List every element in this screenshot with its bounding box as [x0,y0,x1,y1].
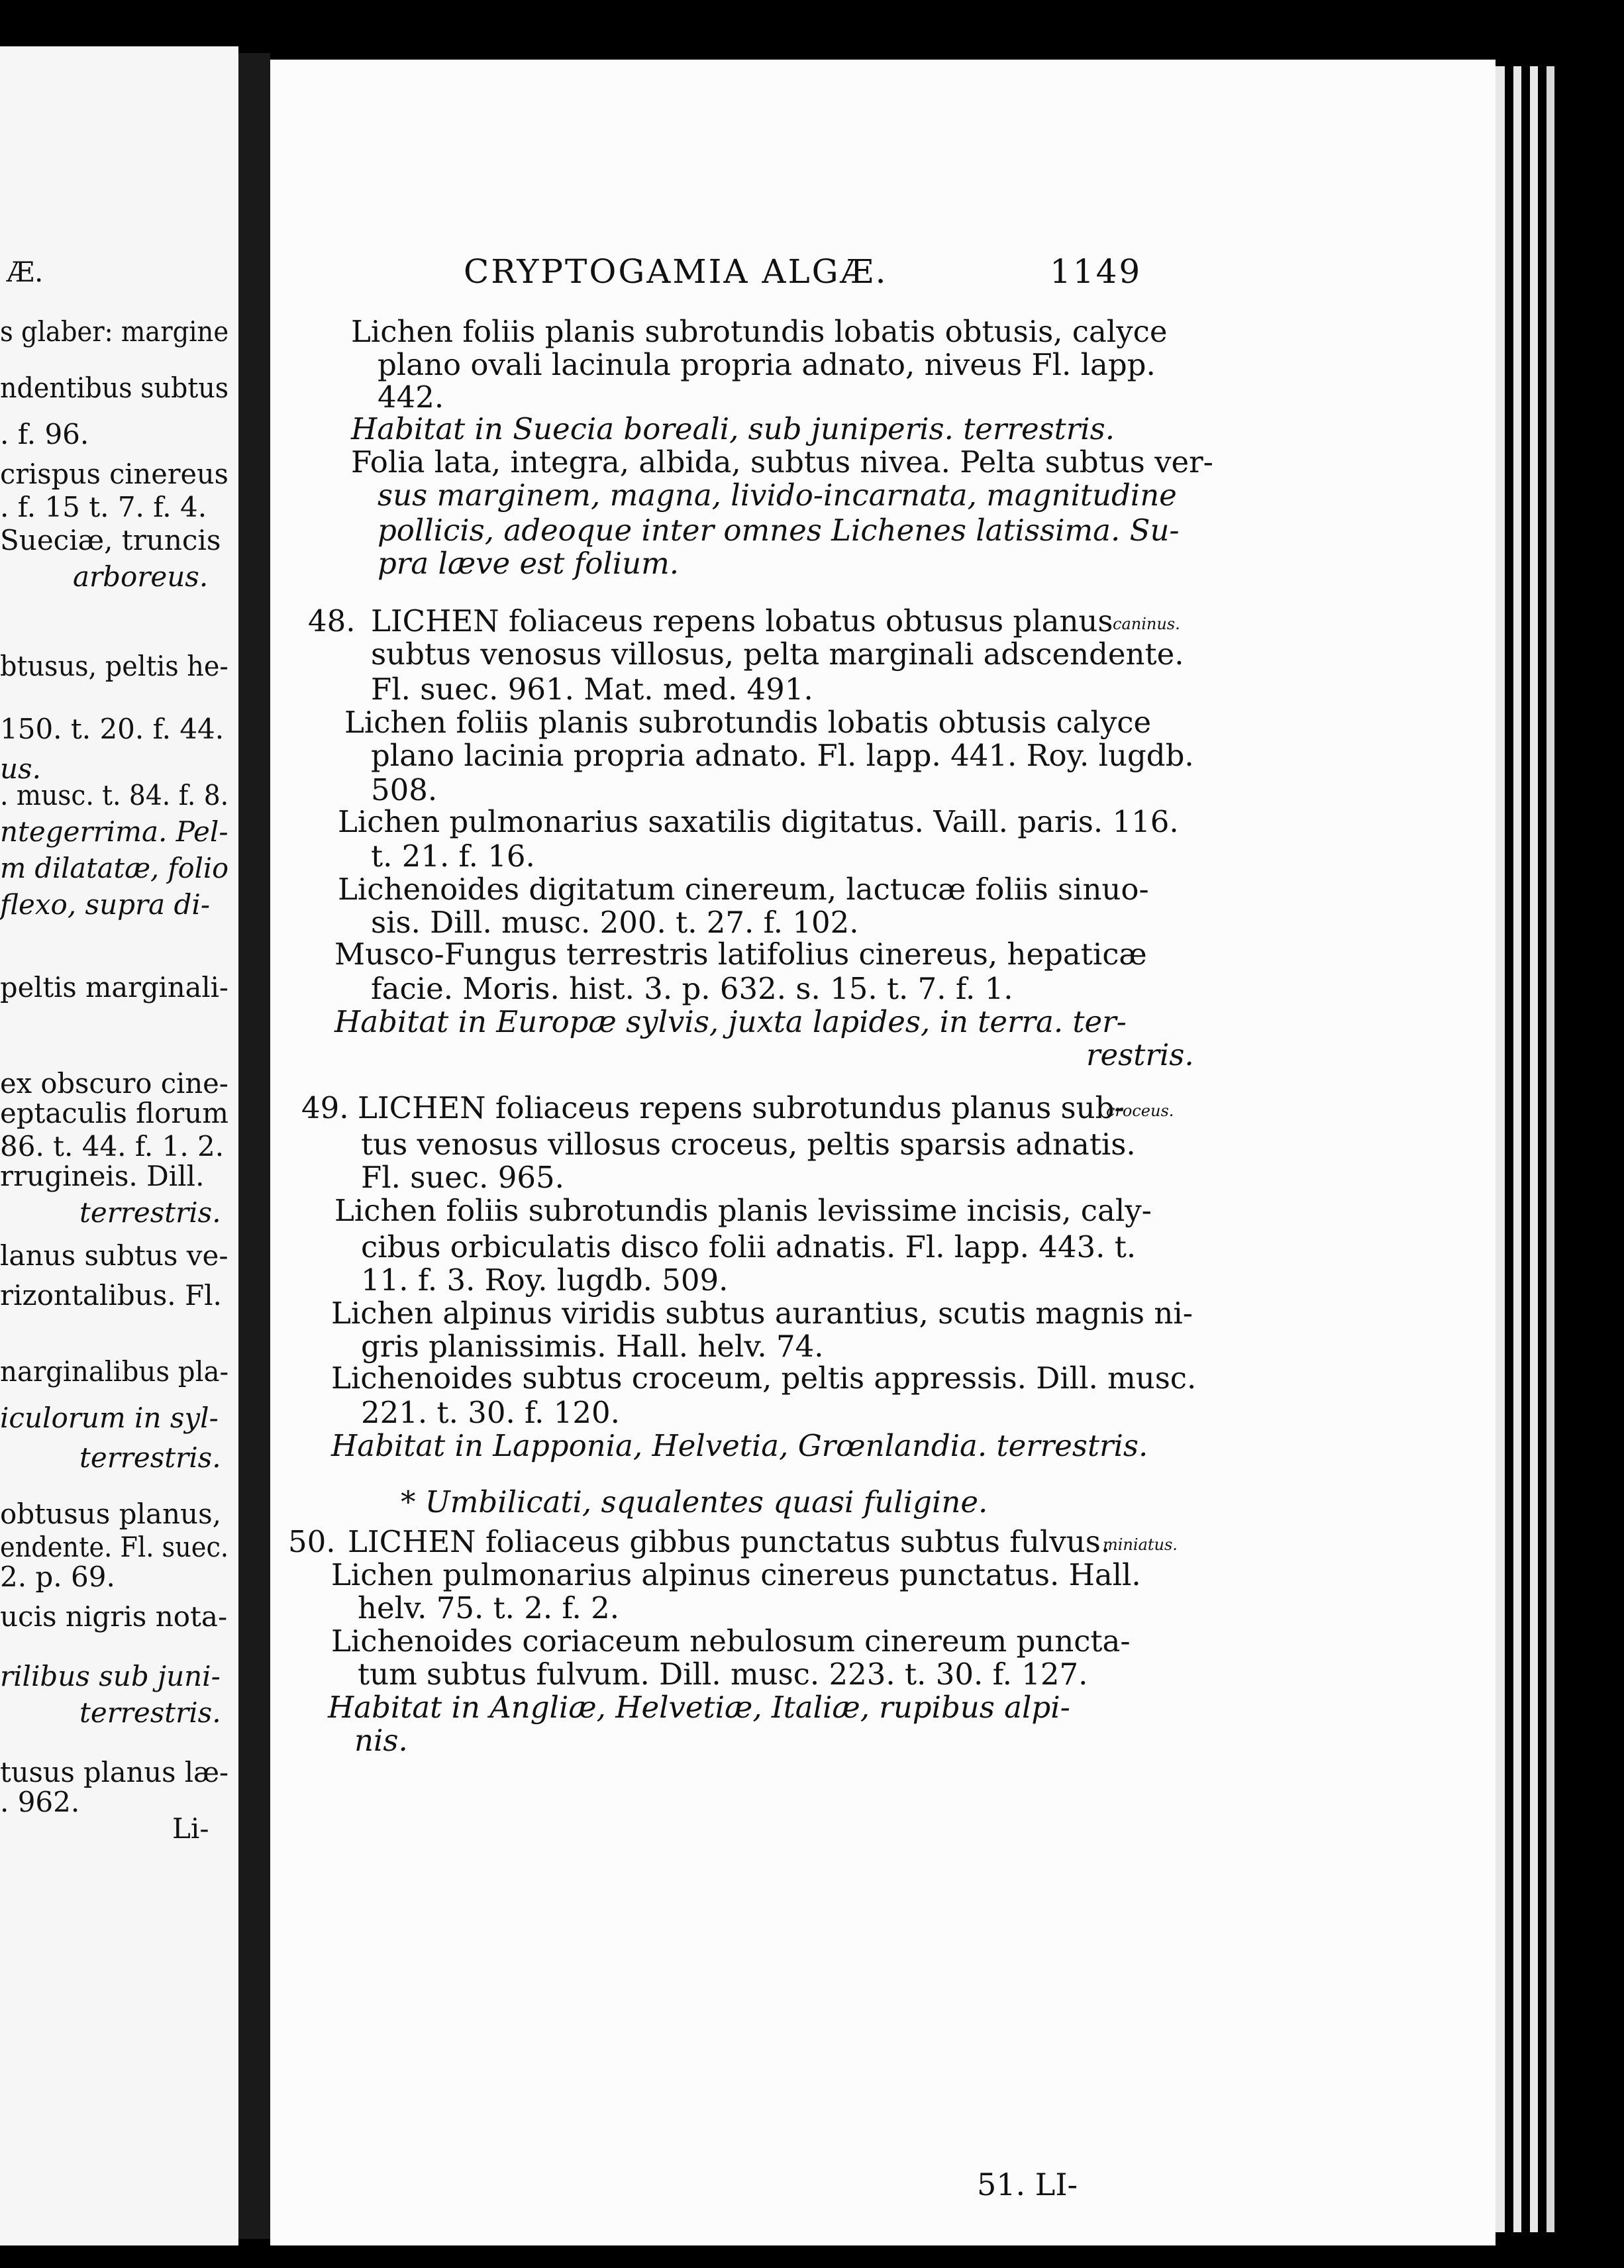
entry-line: Lichenoides subtus croceum, peltis appressis. Dill. musc. [331,1361,1197,1396]
section-subheading: * Umbilicati, squalentes quasi fuligine. [401,1484,988,1520]
entry-line: Habitat in Suecia boreali, sub juniperis. terrestris. [351,411,1115,446]
entry-line: Lichen foliis subrotundis planis levissime incisis, caly- [334,1193,1152,1228]
left-column-line: 86. t. 44. f. 1. 2. [0,1130,225,1162]
entry-line: subtus venosus villosus, pelta marginali adscendente. [371,637,1184,672]
left-column-line: peltis marginali- [0,971,228,1004]
page-edge [1530,66,1538,2232]
entry-line: LICHEN foliaceus gibbus punctatus subtus fulvus. [348,1524,1111,1559]
entry-line: Lichen pulmonarius saxatilis digitatus. Vaill. paris. 116. [338,804,1179,839]
entry-line: Lichen foliis planis subrotundis lobatis obtusis calyce [344,705,1152,740]
left-column-line: Li- [172,1812,209,1845]
entry-line: restris. [1086,1037,1194,1072]
entry-line: cibus orbiculatis disco folii adnatis. Fl. lapp. 443. t. [361,1229,1137,1264]
left-column-line: . 962. [0,1786,80,1818]
entry-line: Fl. suec. 965. [361,1160,564,1195]
left-column-line: Æ. [7,256,44,288]
entry-line: facie. Moris. hist. 3. p. 632. s. 15. t. 7. f. 1. [371,971,1013,1006]
left-column-line: obtusus planus, [0,1498,221,1530]
page-edge [1513,66,1521,2232]
left-column-line: m dilatatæ, folio [0,852,229,884]
entry-line: pra læve est folium. [378,546,680,581]
entry-number: 48. [308,603,356,639]
left-column-line: rizontalibus. Fl. [0,1279,222,1312]
entry-line: Fl. suec. 961. Mat. med. 491. [371,672,813,707]
left-column-line: . f. 96. [0,418,89,450]
entry-line: 508. [371,772,438,807]
left-column-line: Sueciæ, truncis [0,524,221,556]
left-column-line: us. [0,752,41,785]
left-column-line: ntegerrima. Pel- [0,815,228,848]
page-edge [1496,66,1505,2232]
left-column-line: arboreus. [73,560,209,593]
entry-line: Habitat in Angliæ, Helvetiæ, Italiæ, rupibus alpi- [328,1690,1070,1725]
entry-line: Lichen alpinus viridis subtus aurantius, scutis magnis ni- [331,1296,1193,1331]
left-column-line: s glaber: margine [0,315,229,348]
entry-line: Musco-Fungus terrestris latifolius cinereus, hepaticæ [334,937,1147,972]
entry-number: 49. [301,1090,349,1125]
page-edge [1547,66,1554,2232]
entry-line: 11. f. 3. Roy. lugdb. 509. [361,1263,729,1298]
entry-line: Habitat in Europæ sylvis, juxta lapides, in terra. ter- [334,1004,1127,1039]
entry-line: tum subtus fulvum. Dill. musc. 223. t. 30. f. 127. [358,1657,1088,1692]
left-column-line: 2. p. 69. [0,1561,115,1593]
left-column-line: 150. t. 20. f. 44. [0,713,225,745]
left-column-line: ex obscuro cine- [0,1067,228,1100]
left-column-line: eptaculis florum [0,1097,228,1129]
entry-line: helv. 75. t. 2. f. 2. [358,1590,620,1625]
entry-number: 50. [288,1524,336,1559]
entry-line: Folia lata, integra, albida, subtus nivea. Pelta subtus ver- [351,444,1213,480]
left-column-line: ndentibus subtus [0,372,229,404]
left-column-line: . f. 15 t. 7. f. 4. [0,491,207,523]
entry-line: pollicis, adeoque inter omnes Lichenes latissima. Su- [378,513,1180,548]
left-column-line: iculorum in syl- [0,1402,219,1434]
entry-line: sus marginem, magna, livido-incarnata, magnitudine [378,478,1177,513]
entry-line: tus venosus villosus croceus, peltis sparsis adnatis. [361,1127,1136,1162]
left-column-line: lanus subtus ve- [0,1239,228,1272]
left-column-line: . musc. t. 84. f. 8. [0,779,229,811]
book-gutter [238,53,270,2239]
entry-line: 442. [378,380,444,415]
entry-line: 221. t. 30. f. 120. [361,1395,620,1430]
entry-line: gris planissimis. Hall. helv. 74. [361,1329,824,1364]
left-column-line: flexo, supra di- [0,888,211,921]
entry-line: Lichen pulmonarius alpinus cinereus punctatus. Hall. [331,1557,1141,1592]
entry-line: LICHEN foliaceus repens lobatus obtusus planus [371,603,1113,639]
left-column-line: terrestris. [79,1196,221,1229]
entry-line: nis. [354,1723,408,1758]
margin-note: caninus. [1113,615,1180,633]
entry-line: plano ovali lacinula propria adnato, niveus Fl. lapp. [378,347,1156,382]
entry-line: Lichen foliis planis subrotundis lobatis obtusis, calyce [351,314,1168,349]
entry-line: Lichenoides digitatum cinereum, lactucæ foliis sinuo- [338,872,1149,907]
left-column-line: crispus cinereus [0,458,228,490]
entry-line: Lichenoides coriaceum nebulosum cinereum puncta- [331,1624,1131,1659]
entry-line: plano lacinia propria adnato. Fl. lapp. 441. Roy. lugdb. [371,738,1194,773]
left-column-line: terrestris. [79,1696,221,1729]
page-number: 1149 [1050,252,1142,291]
margin-note: croceus. [1106,1102,1174,1120]
entry-line: LICHEN foliaceus repens subrotundus planus sub- [358,1090,1125,1125]
left-column-line: tusus planus læ- [0,1756,229,1788]
left-column-line: endente. Fl. suec. [0,1531,229,1563]
left-column-line: rilibus sub juni- [0,1660,221,1692]
entry-line: sis. Dill. musc. 200. t. 27. f. 102. [371,905,859,940]
catchword: 51. LI- [977,2167,1078,2202]
left-column-line: ucis nigris nota- [0,1600,228,1633]
left-column-line: narginalibus pla- [0,1355,229,1388]
running-head: CRYPTOGAMIA ALGÆ. [464,252,888,291]
left-column-line: btusus, peltis he- [0,650,228,682]
entry-line: t. 21. f. 16. [371,839,535,874]
entry-line: Habitat in Lapponia, Helvetia, Grœnlandia. terrestris. [331,1428,1148,1463]
margin-note: miniatus. [1103,1535,1178,1554]
left-column-line: terrestris. [79,1441,221,1474]
left-column-line: rrugineis. Dill. [0,1160,205,1192]
